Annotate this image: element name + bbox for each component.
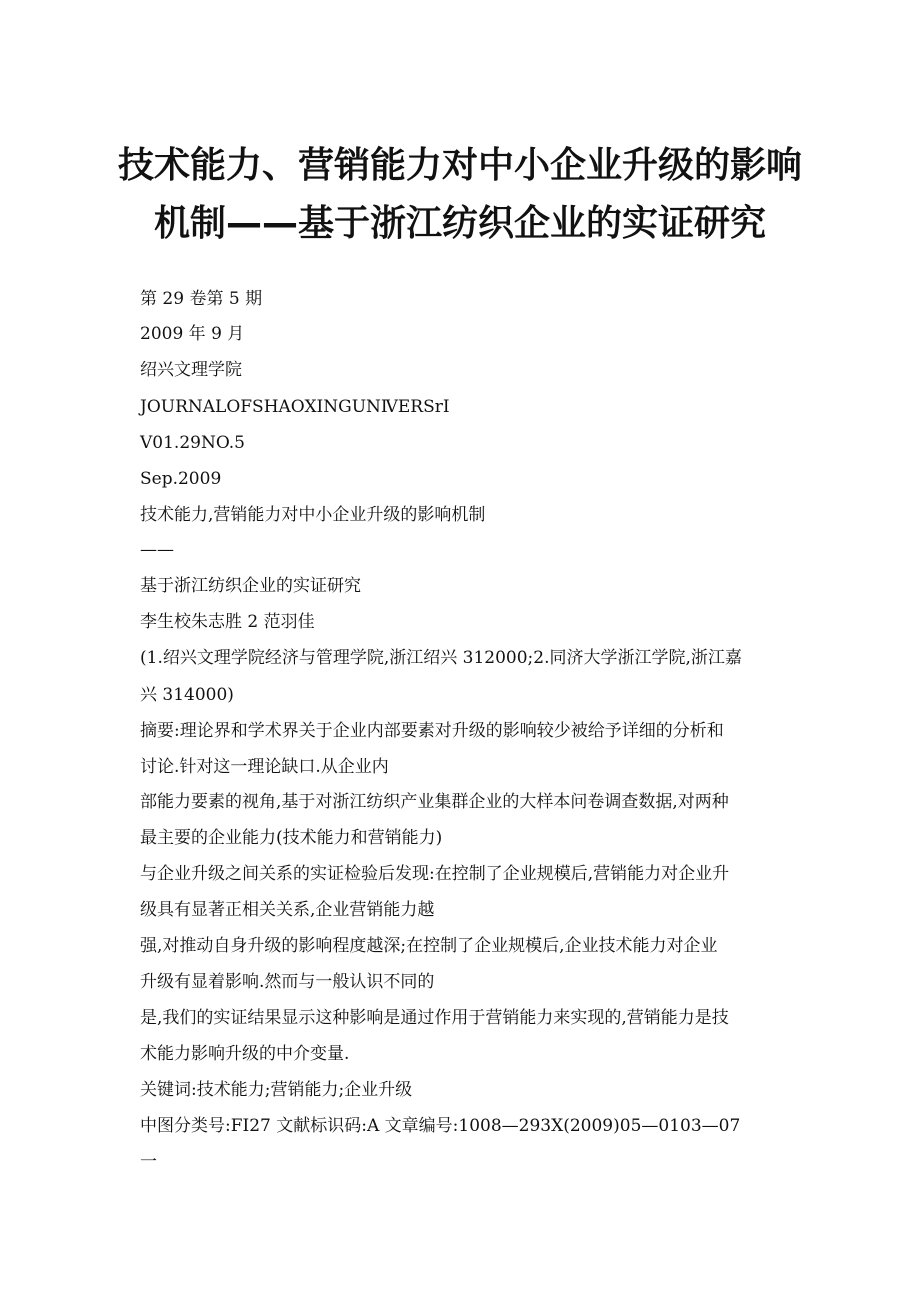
trailing-dash: 一 (140, 1152, 157, 1172)
affiliation-line-2: 兴 314000) (140, 685, 234, 705)
article-title-part-1: 技术能力,营销能力对中小企业升级的影响机制 (140, 505, 486, 525)
affiliation-line-1: (1.绍兴文理学院经济与管理学院,浙江绍兴 312000;2.同济大学浙江学院,浙江嘉 (140, 648, 742, 668)
title-line-2: 机制——基于浙江纺织企业的实证研究 (153, 203, 766, 244)
classification-info: 中图分类号:FI27 文献标识码:A 文章编号:1008—293X(2009)05—0103—07 (140, 1116, 741, 1136)
abstract-line-9: 是,我们的实证结果显示这种影响是通过作用于营销能力来实现的,营销能力是技 (140, 1008, 729, 1028)
abstract-line-2: 讨论.针对这一理论缺口.从企业内 (140, 757, 389, 777)
article-title-part-2: 基于浙江纺织企业的实证研究 (140, 576, 361, 596)
abstract-line-7: 强,对推动自身升级的影响程度越深;在控制了企业规模后,企业技术能力对企业 (140, 936, 718, 956)
journal-name: 绍兴文理学院 (140, 360, 242, 380)
abstract-line-1: 摘要:理论界和学术界关于企业内部要素对升级的影响较少被给予详细的分析和 (140, 721, 724, 741)
abstract-line-8: 升级有显着影响.然而与一般认识不同的 (140, 972, 435, 992)
abstract-line-3: 部能力要素的视角,基于对浙江纺织产业集群企业的大样本问卷调查数据,对两种 (140, 792, 729, 812)
keywords: 关键词:技术能力;营销能力;企业升级 (140, 1080, 413, 1100)
title-line-1: 技术能力、营销能力对中小企业升级的影响 (117, 145, 802, 186)
article-title-dash: —— (140, 540, 174, 560)
abstract-line-4: 最主要的企业能力(技术能力和营销能力) (140, 828, 443, 848)
journal-name-english: JOURNALOFSHAOXINGUNⅣERSrI (140, 397, 450, 417)
date-english: Sep.2009 (140, 469, 222, 489)
abstract-line-10: 术能力影响升级的中介变量. (140, 1044, 350, 1064)
authors: 李生校朱志胜 2 范羽佳 (140, 612, 315, 632)
volume-number-english: V01.29NO.5 (140, 433, 245, 453)
volume-issue: 第 29 卷第 5 期 (140, 289, 263, 309)
abstract-line-5: 与企业升级之间关系的实证检验后发现:在控制了企业规模后,营销能力对企业升 (140, 864, 730, 884)
abstract-line-6: 级具有显著正相关关系,企业营销能力越 (140, 900, 435, 920)
publication-date: 2009 年 9 月 (140, 324, 245, 344)
